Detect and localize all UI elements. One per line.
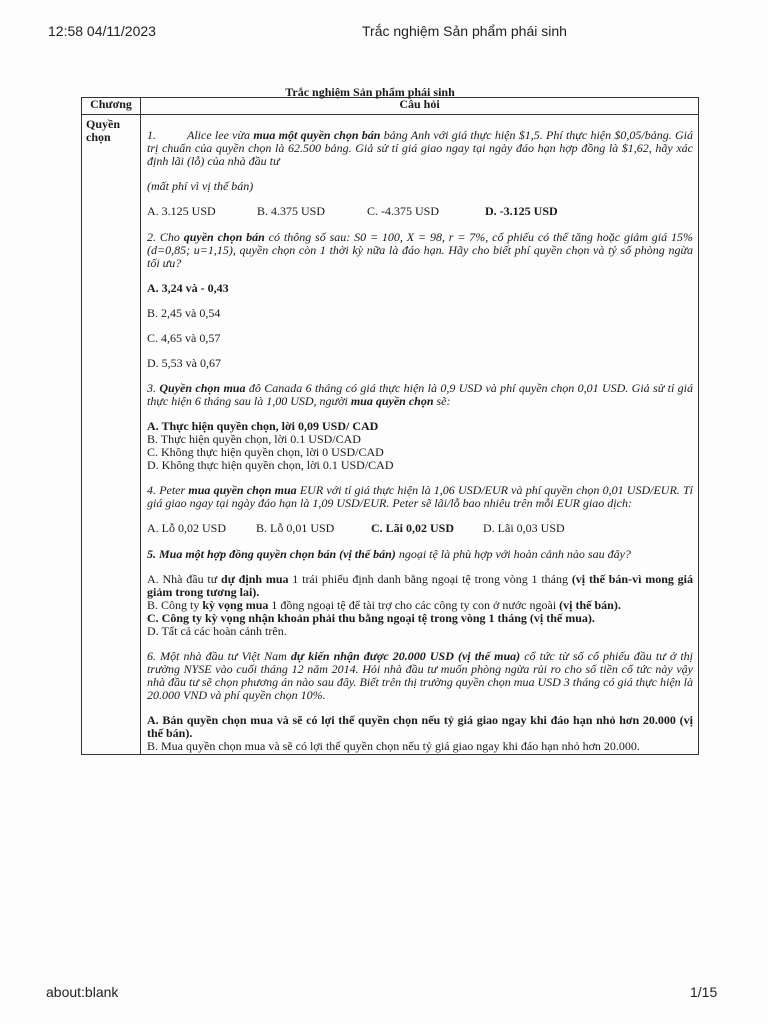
- question-5-option-b-part: 1 đồng ngoại tệ để tài trợ cho các công ty con ở nước ngoài: [268, 598, 560, 612]
- question-6-text-part: cổ tức từ số cổ phiếu đầu tư ở thị trường NYSE vào cuối tháng 12 năm 2014. Hỏi nhà đầu tư muốn phòng ngừa rủi ro cho số tiền cổ tức này vậy nhà đầu tư sẽ chọn phương án nào sau đây. Biết trên thị trường quyền chọn mua USD 3 tháng có giá thực hiện là 20.000 VND và phí quyền chọn 10%.: [147, 649, 694, 702]
- question-6-text-part: 6. Một nhà đầu tư Việt Nam: [147, 649, 291, 663]
- question-3-text-part: sẽ:: [433, 394, 451, 408]
- question-5-option-b-emphasis: kỳ vọng mua: [202, 598, 269, 612]
- question-6-option-a: A. Bán quyền chọn mua và sẽ có lợi thế quyền chọn nếu tỷ giá giao ngay khi đáo hạn nhỏ hơn 20.000 (vị thế bán).: [147, 713, 693, 740]
- question-table: [81, 97, 699, 755]
- chapter-cell: Quyền chọn: [82, 115, 141, 755]
- question-5-option-c: C. Công ty kỳ vọng nhận khoản phải thu bằng ngoại tệ trong vòng 1 tháng (vị thế mua).: [147, 611, 595, 625]
- question-1: [147, 129, 693, 218]
- question-4-emphasis: mua quyền chọn mua: [188, 483, 297, 497]
- print-page-title: Trắc nghiệm Sản phẩm phái sinh: [362, 23, 567, 39]
- question-1-option-c: C. -4.375 USD: [367, 204, 440, 218]
- question-4-text-part: 4. Peter: [147, 483, 189, 497]
- question-5-option-b-emphasis: (vị thế bán).: [559, 598, 621, 612]
- column-header-question: Câu hỏi: [141, 98, 699, 115]
- question-5-option-a-part: A. Nhà đầu tư: [147, 572, 222, 586]
- question-1-option-b: B. 4.375 USD: [257, 204, 326, 218]
- question-5-option-a: [147, 573, 693, 599]
- document-title: Trắc nghiệm Sản phẩm phái sinh: [285, 85, 455, 99]
- question-4-option-a: A. Lỗ 0,02 USD: [147, 521, 227, 535]
- question-5-option-a-emphasis: dự định mua: [221, 572, 289, 586]
- question-3-text: [147, 382, 693, 408]
- question-4-option-b: B. Lỗ 0,01 USD: [256, 521, 335, 535]
- question-5: [147, 548, 693, 650]
- question-3-option-c: C. Không thực hiện quyền chọn, lời 0 USD/CAD: [147, 445, 384, 459]
- question-2-option-b: B. 2,45 và 0,54: [147, 306, 221, 320]
- question-5-text: [147, 548, 693, 561]
- question-3-option-a: A. Thực hiện quyền chọn, lời 0,09 USD/ CAD: [147, 419, 379, 433]
- question-4-options: [147, 522, 693, 535]
- question-1-options: [147, 205, 693, 218]
- question-1-text-part: bảng Anh với giá thực hiện $1,5. Phí thực hiện $0,05/bảng. Giá trị chuẩn của quyền chọn là 62.500 bảng. Giả sử tỉ giá giao ngay tại ngày đáo hạn hợp đồng là $1,62, hãy xác định lãi (lỗ) của nhà đầu tư: [147, 128, 693, 168]
- question-3-text-part: đô Canada 6 tháng có giá thực hiện là 0,9 USD và phí quyền chọn 0,01 USD. Giả sử tỉ giá thực hiện 6 tháng sau là 1,00 USD, người: [147, 381, 693, 408]
- question-1-option-a: A. 3.125 USD: [147, 204, 216, 218]
- question-4-option-c: C. Lãi 0,02 USD: [371, 521, 455, 535]
- question-3: [147, 382, 693, 484]
- question-1-text: [147, 129, 693, 168]
- question-1-note: (mất phí vì vị thế bán): [147, 179, 254, 193]
- question-3-emphasis: Quyền chọn mua: [159, 381, 246, 395]
- table-row: [82, 115, 699, 755]
- question-6: [147, 650, 693, 753]
- print-header: [0, 23, 768, 43]
- question-5-option-b-part: B. Công ty: [147, 598, 203, 612]
- question-1-text-part: Alice lee vừa: [187, 128, 254, 142]
- question-6-option-b: B. Mua quyền chọn mua và sẽ có lợi thế quyền chọn nếu tỷ giá giao ngay khi đáo hạn nhỏ hơn 20.000.: [147, 739, 640, 753]
- question-2-text: [147, 231, 693, 270]
- column-header-chapter: Chương: [82, 98, 141, 115]
- print-datetime: 12:58 04/11/2023: [48, 23, 156, 39]
- question-3-text-part: 3.: [147, 381, 160, 395]
- question-2-option-c: C. 4,65 và 0,57: [147, 331, 221, 345]
- question-6-text: [147, 650, 693, 702]
- question-5-option-a-emphasis: (vị thế bán-vì mong giá giảm trong tương lai).: [147, 572, 694, 599]
- question-1-number: 1.: [147, 128, 156, 142]
- print-url: about:blank: [46, 984, 119, 1000]
- question-5-option-d: D. Tất cả các hoàn cảnh trên.: [147, 624, 287, 638]
- question-4-option-d: D. Lãi 0,03 USD: [483, 521, 565, 535]
- question-5-emphasis: 5. Mua một hợp đồng quyền chọn bán (vị thế bán): [147, 547, 396, 561]
- question-4-text: [147, 484, 693, 510]
- table-header-row: [82, 98, 699, 115]
- question-5-text-part: ngoại tệ là phù hợp với hoàn cảnh nào sau đây?: [395, 547, 631, 561]
- question-2-option-a: A. 3,24 và - 0,43: [147, 281, 229, 295]
- question-3-option-b: B. Thực hiện quyền chọn, lời 0.1 USD/CAD: [147, 432, 361, 446]
- questions-cell: [141, 115, 699, 755]
- question-5-option-a-part: 1 trái phiếu định danh bằng ngoại tệ trong vòng 1 tháng: [288, 572, 572, 586]
- question-6-emphasis: dự kiến nhận được 20.000 USD (vị thế mua): [290, 649, 521, 663]
- question-4-text-part: EUR với tỉ giá thực hiện là 1,06 USD/EUR và phí quyền chọn 0,01 USD/EUR. Tỉ giá giao ngay tại ngày đáo hạn là 1,09 USD/EUR. Peter sẽ lãi/lỗ bao nhiêu trên mỗi EUR giao dịch:: [147, 483, 693, 510]
- print-footer: [0, 984, 768, 1004]
- question-3-emphasis: mua quyền chọn: [350, 394, 434, 408]
- question-1-option-d: D. -3.125 USD: [485, 204, 558, 218]
- question-2-option-d: D. 5,53 và 0,67: [147, 356, 221, 370]
- question-2: [147, 231, 693, 370]
- question-4: [147, 484, 693, 535]
- question-2-emphasis: quyền chọn bán: [183, 230, 265, 244]
- page-number: 1/15: [690, 984, 718, 1000]
- question-1-emphasis: mua một quyền chọn bán: [253, 128, 381, 142]
- question-2-text-part: 2. Cho: [147, 230, 184, 244]
- question-3-option-d: D. Không thực hiện quyền chọn, lời 0.1 USD/CAD: [147, 458, 394, 472]
- question-2-text-part: có thông số sau: S0 = 100, X = 98, r = 7%, cổ phiếu có thể tăng hoặc giảm giá 15% (d=0,85; u=1,15), quyền chọn còn 1 thời kỳ nữa là đáo hạn. Hãy cho biết phí quyền chọn và tỷ số phòng ngừa tối ưu?: [147, 230, 693, 270]
